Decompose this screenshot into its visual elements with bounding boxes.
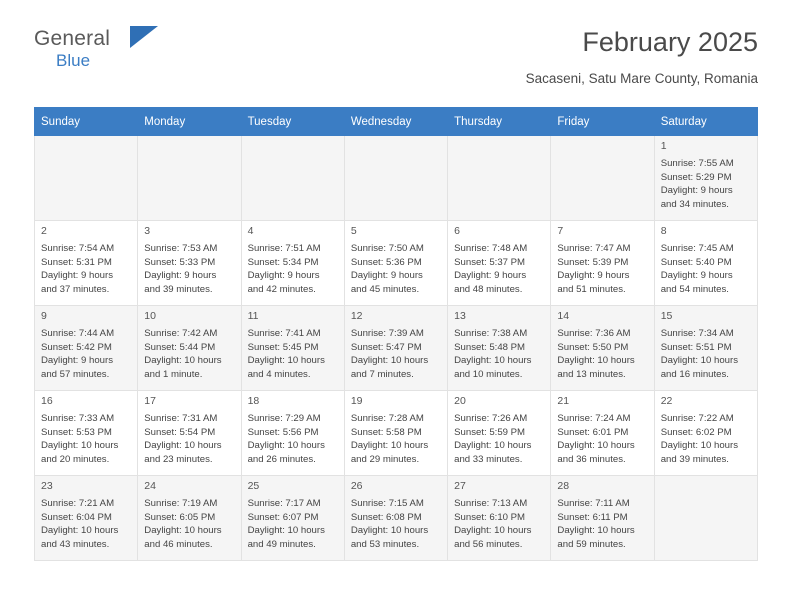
- sunrise-text: Sunrise: 7:22 AM: [660, 412, 734, 424]
- sunrise-text: Sunrise: 7:26 AM: [454, 412, 528, 424]
- weekday-header-thursday: Thursday: [448, 108, 551, 136]
- day-number: 21: [557, 395, 570, 407]
- calendar-day-cell: [138, 476, 241, 561]
- daylight-text: and 39 minutes.: [144, 283, 213, 295]
- weekday-header-saturday: Saturday: [654, 108, 757, 136]
- sunrise-text: Sunrise: 7:44 AM: [41, 327, 115, 339]
- day-number: 27: [454, 480, 466, 492]
- daylight-text: and 51 minutes.: [557, 283, 626, 295]
- daylight-text: and 26 minutes.: [247, 453, 316, 465]
- sunrise-text: Sunrise: 7:55 AM: [660, 157, 734, 169]
- sunset-text: Sunset: 5:53 PM: [41, 426, 112, 438]
- calendar-week-row: [35, 391, 758, 476]
- daylight-text: and 29 minutes.: [350, 453, 420, 465]
- sunset-text: Sunset: 5:51 PM: [660, 341, 732, 353]
- calendar-day-cell: [241, 221, 344, 306]
- calendar-day-cell: [654, 391, 757, 476]
- calendar-cell-empty: [448, 136, 551, 221]
- daylight-text: Daylight: 9 hours: [454, 270, 527, 282]
- daylight-text: Daylight: 9 hours: [350, 270, 423, 282]
- daylight-text: Daylight: 10 hours: [557, 525, 635, 537]
- sunrise-text: Sunrise: 7:21 AM: [41, 497, 115, 509]
- calendar-cell-empty: [35, 136, 138, 221]
- daylight-text: Daylight: 9 hours: [557, 270, 630, 282]
- daylight-text: Daylight: 10 hours: [454, 440, 532, 452]
- calendar-cell-empty: [654, 476, 757, 561]
- daylight-text: and 1 minute.: [144, 368, 203, 380]
- logo-text-blue: Blue: [56, 51, 91, 70]
- day-number: 9: [41, 310, 47, 322]
- logo-text-general: General: [34, 27, 111, 50]
- calendar-cell-empty: [138, 136, 241, 221]
- daylight-text: and 34 minutes.: [660, 198, 729, 210]
- sunset-text: Sunset: 6:04 PM: [41, 511, 112, 523]
- calendar-week-row: [35, 136, 758, 221]
- calendar-day-cell: [448, 476, 551, 561]
- sunrise-text: Sunrise: 7:54 AM: [41, 242, 115, 254]
- daylight-text: and 54 minutes.: [660, 283, 729, 295]
- sunset-text: Sunset: 6:11 PM: [557, 511, 628, 523]
- sunrise-text: Sunrise: 7:45 AM: [660, 242, 734, 254]
- daylight-text: Daylight: 10 hours: [350, 355, 429, 367]
- daylight-text: Daylight: 9 hours: [660, 270, 733, 282]
- sunset-text: Sunset: 5:50 PM: [557, 341, 629, 353]
- day-number: 23: [41, 480, 53, 492]
- sunset-text: Sunset: 6:05 PM: [144, 511, 216, 523]
- sunrise-sunset-calendar: [34, 107, 758, 561]
- sunrise-text: Sunrise: 7:48 AM: [454, 242, 528, 254]
- sunset-text: Sunset: 5:42 PM: [41, 341, 112, 353]
- daylight-text: Daylight: 9 hours: [144, 270, 217, 282]
- daylight-text: and 53 minutes.: [350, 538, 420, 550]
- daylight-text: Daylight: 10 hours: [247, 440, 325, 452]
- day-number: 7: [557, 225, 564, 237]
- sunrise-text: Sunrise: 7:38 AM: [454, 327, 528, 339]
- calendar-day-cell: [35, 221, 138, 306]
- daylight-text: Daylight: 9 hours: [41, 270, 113, 282]
- daylight-text: Daylight: 10 hours: [660, 440, 739, 452]
- calendar-week-row: [35, 476, 758, 561]
- calendar-day-cell: [344, 221, 447, 306]
- calendar-day-cell: [551, 221, 654, 306]
- weekday-header-wednesday: Wednesday: [344, 108, 447, 136]
- daylight-text: Daylight: 10 hours: [247, 525, 325, 537]
- day-number: 5: [350, 225, 357, 237]
- daylight-text: and 33 minutes.: [454, 453, 523, 465]
- sunrise-text: Sunrise: 7:29 AM: [247, 412, 321, 424]
- daylight-text: Daylight: 9 hours: [247, 270, 320, 282]
- daylight-text: and 56 minutes.: [454, 538, 523, 550]
- sunrise-text: Sunrise: 7:47 AM: [557, 242, 631, 254]
- day-number: 14: [557, 310, 570, 322]
- day-number: 1: [660, 140, 667, 152]
- daylight-text: and 16 minutes.: [660, 368, 729, 380]
- day-number: 2: [41, 225, 47, 237]
- daylight-text: and 43 minutes.: [41, 538, 110, 550]
- day-number: 17: [144, 395, 156, 407]
- location-subtitle: Sacaseni, Satu Mare County, Romania: [525, 70, 758, 86]
- sunset-text: Sunset: 5:37 PM: [454, 256, 526, 268]
- daylight-text: and 36 minutes.: [557, 453, 626, 465]
- daylight-text: and 13 minutes.: [557, 368, 626, 380]
- sunset-text: Sunset: 6:01 PM: [557, 426, 629, 438]
- calendar-cell-empty: [241, 136, 344, 221]
- sunset-text: Sunset: 5:59 PM: [454, 426, 526, 438]
- calendar-week-row: [35, 306, 758, 391]
- sunset-text: Sunset: 5:44 PM: [144, 341, 216, 353]
- day-number: 22: [660, 395, 673, 407]
- day-number: 8: [660, 225, 667, 237]
- calendar-day-cell: [654, 306, 757, 391]
- sunset-text: Sunset: 5:40 PM: [660, 256, 732, 268]
- daylight-text: and 10 minutes.: [454, 368, 523, 380]
- daylight-text: Daylight: 10 hours: [454, 525, 532, 537]
- sunset-text: Sunset: 5:54 PM: [144, 426, 216, 438]
- daylight-text: and 59 minutes.: [557, 538, 626, 550]
- daylight-text: and 4 minutes.: [247, 368, 311, 380]
- sunset-text: Sunset: 5:34 PM: [247, 256, 319, 268]
- calendar-day-cell: [344, 306, 447, 391]
- sunset-text: Sunset: 5:29 PM: [660, 171, 732, 183]
- daylight-text: Daylight: 10 hours: [144, 440, 222, 452]
- calendar-day-cell: [35, 306, 138, 391]
- sunrise-text: Sunrise: 7:24 AM: [557, 412, 631, 424]
- weekday-header-sunday: Sunday: [35, 108, 138, 136]
- daylight-text: Daylight: 10 hours: [41, 525, 119, 537]
- day-number: 13: [454, 310, 466, 322]
- calendar-day-cell: [344, 391, 447, 476]
- daylight-text: and 37 minutes.: [41, 283, 110, 295]
- calendar-day-cell: [35, 476, 138, 561]
- day-number: 15: [660, 310, 673, 322]
- sunset-text: Sunset: 5:47 PM: [350, 341, 422, 353]
- calendar-day-cell: [35, 391, 138, 476]
- day-number: 16: [41, 395, 53, 407]
- daylight-text: Daylight: 9 hours: [41, 355, 113, 367]
- day-number: 10: [144, 310, 156, 322]
- day-number: 6: [454, 225, 460, 237]
- daylight-text: and 48 minutes.: [454, 283, 523, 295]
- sunrise-text: Sunrise: 7:28 AM: [350, 412, 424, 424]
- daylight-text: Daylight: 10 hours: [247, 355, 325, 367]
- day-number: 20: [454, 395, 466, 407]
- calendar-cell-empty: [344, 136, 447, 221]
- calendar-week-row: [35, 221, 758, 306]
- day-number: 18: [247, 395, 260, 407]
- calendar-body: [35, 136, 758, 561]
- daylight-text: and 20 minutes.: [41, 453, 110, 465]
- weekday-header-friday: Friday: [551, 108, 654, 136]
- day-number: 28: [557, 480, 570, 492]
- sunrise-text: Sunrise: 7:41 AM: [247, 327, 321, 339]
- sunset-text: Sunset: 5:56 PM: [247, 426, 319, 438]
- daylight-text: Daylight: 10 hours: [144, 525, 222, 537]
- day-number: 3: [144, 225, 151, 237]
- daylight-text: and 23 minutes.: [144, 453, 213, 465]
- daylight-text: and 7 minutes.: [350, 368, 414, 380]
- day-number: 24: [144, 480, 156, 492]
- sunrise-text: Sunrise: 7:33 AM: [41, 412, 115, 424]
- sunset-text: Sunset: 5:33 PM: [144, 256, 216, 268]
- page-header: [34, 22, 758, 94]
- calendar-day-cell: [551, 306, 654, 391]
- day-number: 12: [350, 310, 363, 322]
- calendar-day-cell: [448, 221, 551, 306]
- day-number: 19: [350, 395, 363, 407]
- sunset-text: Sunset: 5:58 PM: [350, 426, 422, 438]
- sunrise-text: Sunrise: 7:42 AM: [144, 327, 218, 339]
- calendar-day-cell: [241, 476, 344, 561]
- daylight-text: Daylight: 10 hours: [350, 525, 429, 537]
- daylight-text: Daylight: 10 hours: [41, 440, 119, 452]
- sunset-text: Sunset: 6:10 PM: [454, 511, 526, 523]
- calendar-day-cell: [551, 476, 654, 561]
- calendar-day-cell: [654, 221, 757, 306]
- daylight-text: Daylight: 10 hours: [557, 355, 635, 367]
- sunrise-text: Sunrise: 7:11 AM: [557, 497, 630, 509]
- weekday-header-monday: Monday: [138, 108, 241, 136]
- sunrise-text: Sunrise: 7:31 AM: [144, 412, 218, 424]
- calendar-day-cell: [654, 136, 757, 221]
- day-number: 26: [350, 480, 363, 492]
- sunrise-text: Sunrise: 7:34 AM: [660, 327, 734, 339]
- sunrise-text: Sunrise: 7:53 AM: [144, 242, 218, 254]
- daylight-text: Daylight: 10 hours: [660, 355, 739, 367]
- weekday-header-tuesday: Tuesday: [241, 108, 344, 136]
- day-number: 25: [247, 480, 260, 492]
- sunset-text: Sunset: 5:31 PM: [41, 256, 112, 268]
- calendar-day-cell: [551, 391, 654, 476]
- day-number: 11: [247, 310, 259, 322]
- calendar-day-cell: [138, 221, 241, 306]
- sunset-text: Sunset: 6:02 PM: [660, 426, 732, 438]
- sunset-text: Sunset: 5:45 PM: [247, 341, 319, 353]
- sunset-text: Sunset: 5:36 PM: [350, 256, 422, 268]
- daylight-text: and 49 minutes.: [247, 538, 316, 550]
- sunrise-text: Sunrise: 7:39 AM: [350, 327, 424, 339]
- sunrise-text: Sunrise: 7:36 AM: [557, 327, 631, 339]
- sunrise-text: Sunrise: 7:19 AM: [144, 497, 218, 509]
- calendar-day-cell: [138, 391, 241, 476]
- sunrise-text: Sunrise: 7:13 AM: [454, 497, 528, 509]
- flag-icon: [130, 26, 158, 48]
- sunset-text: Sunset: 6:07 PM: [247, 511, 319, 523]
- sunrise-text: Sunrise: 7:51 AM: [247, 242, 321, 254]
- daylight-text: and 57 minutes.: [41, 368, 110, 380]
- sunset-text: Sunset: 5:39 PM: [557, 256, 629, 268]
- page-title: February 2025: [582, 27, 758, 57]
- calendar-cell-empty: [551, 136, 654, 221]
- logo[interactable]: [34, 28, 110, 69]
- sunset-text: Sunset: 6:08 PM: [350, 511, 422, 523]
- calendar-day-cell: [344, 476, 447, 561]
- daylight-text: and 45 minutes.: [350, 283, 420, 295]
- daylight-text: and 39 minutes.: [660, 453, 729, 465]
- daylight-text: and 42 minutes.: [247, 283, 316, 295]
- calendar-day-cell: [241, 391, 344, 476]
- calendar-day-cell: [241, 306, 344, 391]
- sunrise-text: Sunrise: 7:17 AM: [247, 497, 321, 509]
- sunrise-text: Sunrise: 7:50 AM: [350, 242, 424, 254]
- daylight-text: Daylight: 10 hours: [557, 440, 635, 452]
- daylight-text: Daylight: 10 hours: [144, 355, 222, 367]
- daylight-text: Daylight: 9 hours: [660, 185, 733, 197]
- daylight-text: Daylight: 10 hours: [350, 440, 429, 452]
- weekday-header-row: [35, 108, 758, 136]
- daylight-text: and 46 minutes.: [144, 538, 213, 550]
- sunrise-text: Sunrise: 7:15 AM: [350, 497, 424, 509]
- day-number: 4: [247, 225, 254, 237]
- calendar-day-cell: [138, 306, 241, 391]
- sunset-text: Sunset: 5:48 PM: [454, 341, 526, 353]
- calendar-day-cell: [448, 306, 551, 391]
- daylight-text: Daylight: 10 hours: [454, 355, 532, 367]
- calendar-day-cell: [448, 391, 551, 476]
